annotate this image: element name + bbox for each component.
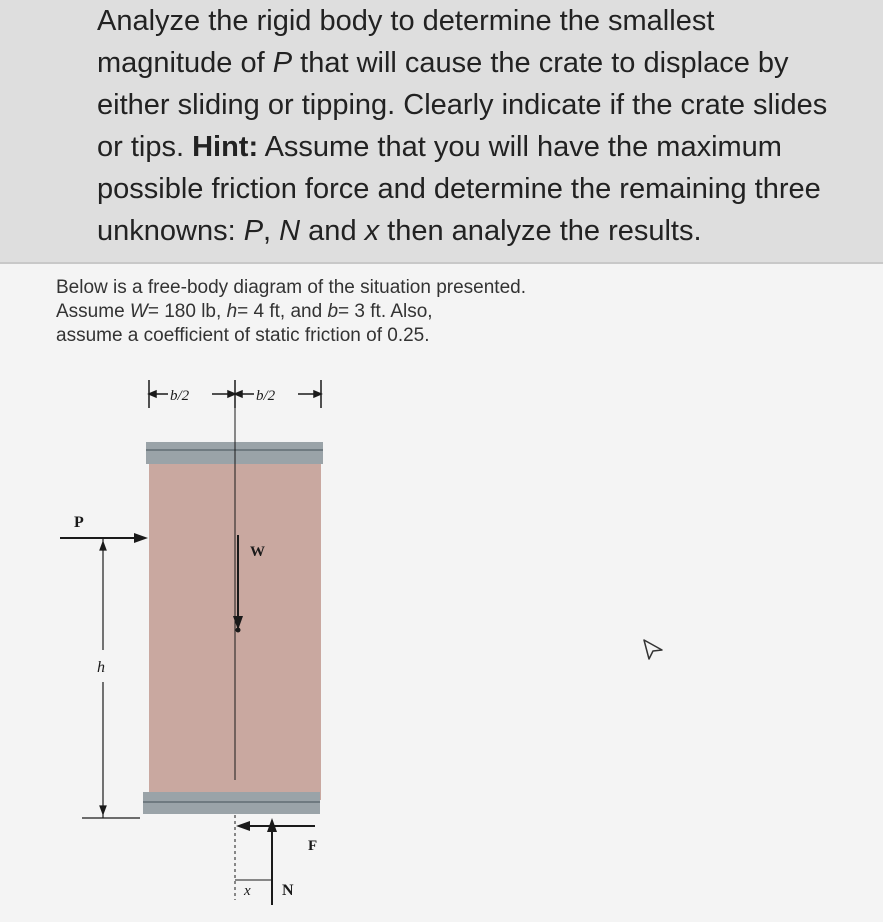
normal-arrow [267, 818, 277, 905]
label-N: N [282, 882, 294, 899]
dim-label-right: b/2 [256, 388, 276, 404]
given-line: Below is a free-body diagram of the situation presented. [56, 277, 526, 298]
dimension-x [235, 815, 272, 900]
label-x: x [244, 883, 251, 899]
hint-label: Hint: [192, 131, 259, 163]
given-statement [56, 276, 856, 348]
problem-line: or tips. Hint: Assume that you will have the maximum [97, 131, 782, 163]
problem-statement [97, 0, 877, 252]
problem-line: unknowns: P, N and x then analyze the results. [97, 215, 702, 247]
label-W: W [250, 544, 265, 560]
label-F: F [308, 838, 318, 854]
problem-panel [0, 0, 883, 262]
problem-line: magnitude of P that will cause the crate to displace by [97, 47, 789, 79]
given-line: assume a coefficient of static friction of 0.25. [56, 325, 430, 346]
label-h: h [97, 659, 105, 676]
problem-line: Analyze the rigid body to determine the smallest [97, 5, 715, 37]
dimension-h [82, 538, 140, 818]
label-P: P [74, 514, 84, 531]
problem-line: either sliding or tipping. Clearly indicate if the crate slides [97, 89, 828, 121]
panel-divider [0, 262, 883, 264]
var-P: P [272, 47, 293, 79]
free-body-diagram [0, 360, 883, 922]
dim-label-left: b/2 [170, 388, 190, 404]
force-P-arrow [60, 533, 148, 543]
cursor-icon [640, 638, 666, 662]
given-line: Assume W= 180 lb, h= 4 ft, and b= 3 ft. Also, [56, 301, 433, 322]
problem-line: possible friction force and determine the remaining three [97, 173, 821, 205]
